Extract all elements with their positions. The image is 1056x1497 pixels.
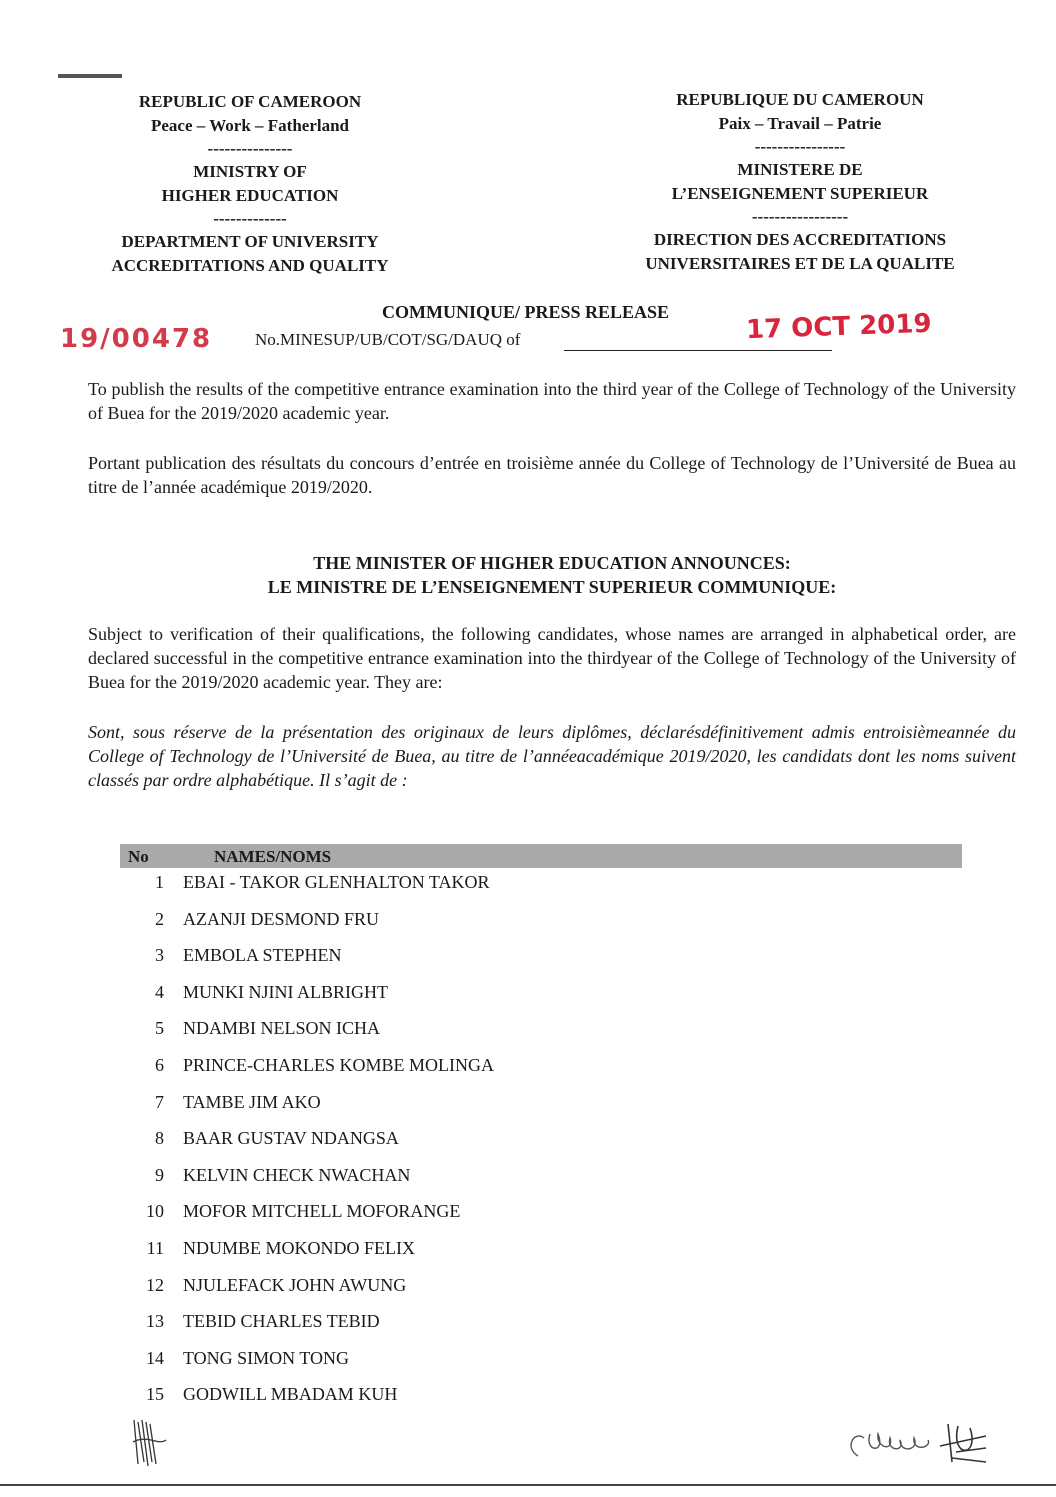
ministry-en-line1: MINISTRY OF xyxy=(193,162,307,181)
motto-en: Peace – Work – Fatherland xyxy=(151,116,349,135)
bottom-rule xyxy=(0,1484,1056,1486)
row-number: 5 xyxy=(155,1018,164,1039)
top-margin-mark xyxy=(58,74,122,78)
announcement-english: THE MINISTER OF HIGHER EDUCATION ANNOUNCES: xyxy=(313,553,791,573)
separator: ---------------- xyxy=(754,137,846,156)
body-english: Subject to verification of their qualifications, the following candidates, whose names are arranged in alphabetical order, are declared successful in the competitive entrance examination into the thirdyear of the College of Technology of the University of Buea for the 2019/2020 academic year. They are: xyxy=(88,624,1016,692)
purpose-english: To publish the results of the competitive entrance examination into the third year of the College of Technology of the University of Buea for the 2019/2020 academic year. xyxy=(88,379,1016,423)
table-row xyxy=(120,1234,720,1271)
row-number: 2 xyxy=(155,908,164,929)
candidate-name: MOFOR MITCHELL MOFORANGE xyxy=(183,1201,461,1222)
announcement-heading xyxy=(88,551,1016,599)
body-french: Sont, sous réserve de la présentation des originaux de leurs diplômes, déclarésdéfinitivement admis entroisièmeannée du College of Technology de l’Université de Buea, au titre de l’annéeacadémique 2019/2020, les candidats dont les noms suivent classés par ordre alphabétique. Il s’agit de : xyxy=(88,722,1016,790)
row-number: 14 xyxy=(146,1347,164,1368)
table-row xyxy=(120,1088,720,1125)
row-number: 8 xyxy=(155,1128,164,1149)
announcement-french: LE MINISTRE DE L’ENSEIGNEMENT SUPERIEUR COMMUNIQUE: xyxy=(267,577,837,597)
table-row xyxy=(120,1271,720,1308)
candidate-name: NDUMBE MOKONDO FELIX xyxy=(183,1237,415,1258)
table-row xyxy=(120,868,720,905)
candidate-name: EBAI - TAKOR GLENHALTON TAKOR xyxy=(183,872,490,892)
reference-code-text: MINESUP/UB/COT/SG/DAUQ of xyxy=(280,330,521,349)
candidate-name: TEBID CHARLES TEBID xyxy=(183,1311,380,1332)
candidate-name: AZANJI DESMOND FRU xyxy=(183,908,380,929)
table-row xyxy=(120,1344,720,1381)
table-row xyxy=(120,1014,720,1051)
table-row xyxy=(120,978,720,1015)
row-number: 12 xyxy=(146,1274,164,1295)
motto-fr: Paix – Travail – Patrie xyxy=(718,114,882,133)
separator: ----------------- xyxy=(751,207,849,226)
candidate-name: NJULEFACK JOHN AWUNG xyxy=(183,1274,407,1295)
department-fr-line2: UNIVERSITAIRES ET DE LA QUALITE xyxy=(645,254,955,273)
row-number: 13 xyxy=(146,1311,164,1332)
row-number: 7 xyxy=(155,1091,164,1112)
candidate-name: GODWILL MBADAM KUH xyxy=(183,1384,398,1405)
candidate-name: KELVIN CHECK NWACHAN xyxy=(183,1164,411,1185)
table-row xyxy=(120,941,720,978)
document-title: COMMUNIQUE/ PRESS RELEASE xyxy=(382,302,670,322)
row-number: 6 xyxy=(155,1054,164,1075)
row-number: 3 xyxy=(155,945,164,966)
row-number: 15 xyxy=(146,1384,164,1405)
ministry-en-line2: HIGHER EDUCATION xyxy=(161,186,339,205)
table-row xyxy=(120,905,720,942)
separator: --------------- xyxy=(207,139,293,158)
candidate-name: TAMBE JIM AKO xyxy=(183,1091,321,1112)
date-stamp: 17 OCT 2019 xyxy=(745,308,933,346)
table-header xyxy=(120,844,962,868)
table-row xyxy=(120,1380,720,1417)
row-number: 10 xyxy=(146,1201,164,1222)
department-fr-line1: DIRECTION DES ACCREDITATIONS xyxy=(653,230,947,249)
ministry-fr-line2: L’ENSEIGNEMENT SUPERIEUR xyxy=(671,184,929,203)
department-en-line1: DEPARTMENT OF UNIVERSITY xyxy=(121,232,379,251)
initials-scribble xyxy=(128,1412,178,1472)
reference-number-stamp: 19/00478 xyxy=(60,324,213,354)
candidate-list xyxy=(120,868,720,1417)
table-row xyxy=(120,1124,720,1161)
reference-code xyxy=(255,330,520,350)
row-number: 1 xyxy=(155,872,164,892)
table-row xyxy=(120,1051,720,1088)
candidate-name: EMBOLA STEPHEN xyxy=(183,945,342,966)
candidate-name: BAAR GUSTAV NDANGSA xyxy=(183,1128,399,1149)
candidate-name: TONG SIMON TONG xyxy=(183,1347,350,1368)
purpose-french: Portant publication des résultats du concours d’entrée en troisième année du College of Technology de l’Université de Buea au titre de l’année académique 2019/2020. xyxy=(88,453,1016,497)
table-row xyxy=(120,1161,720,1198)
separator: ------------- xyxy=(213,209,287,228)
handwritten-signature xyxy=(840,1418,990,1474)
ministry-fr-line1: MINISTERE DE xyxy=(737,160,863,179)
row-number: 9 xyxy=(155,1164,164,1185)
table-row xyxy=(120,1197,720,1234)
row-number: 11 xyxy=(146,1237,164,1258)
column-header-names: NAMES/NOMS xyxy=(214,847,332,866)
header-right xyxy=(600,88,1000,276)
country-fr: REPUBLIQUE DU CAMEROUN xyxy=(676,90,924,109)
table-row xyxy=(120,1307,720,1344)
candidate-name: MUNKI NJINI ALBRIGHT xyxy=(183,981,388,1002)
date-underline xyxy=(564,350,832,351)
reference-prefix: No. xyxy=(255,330,281,349)
department-en-line2: ACCREDITATIONS AND QUALITY xyxy=(111,256,389,275)
header-left xyxy=(70,90,430,278)
country-en: REPUBLIC OF CAMEROON xyxy=(138,92,362,111)
column-header-no: No xyxy=(128,847,149,866)
row-number: 4 xyxy=(155,981,164,1002)
candidate-name: PRINCE-CHARLES KOMBE MOLINGA xyxy=(183,1054,495,1075)
candidate-name: NDAMBI NELSON ICHA xyxy=(183,1018,380,1039)
